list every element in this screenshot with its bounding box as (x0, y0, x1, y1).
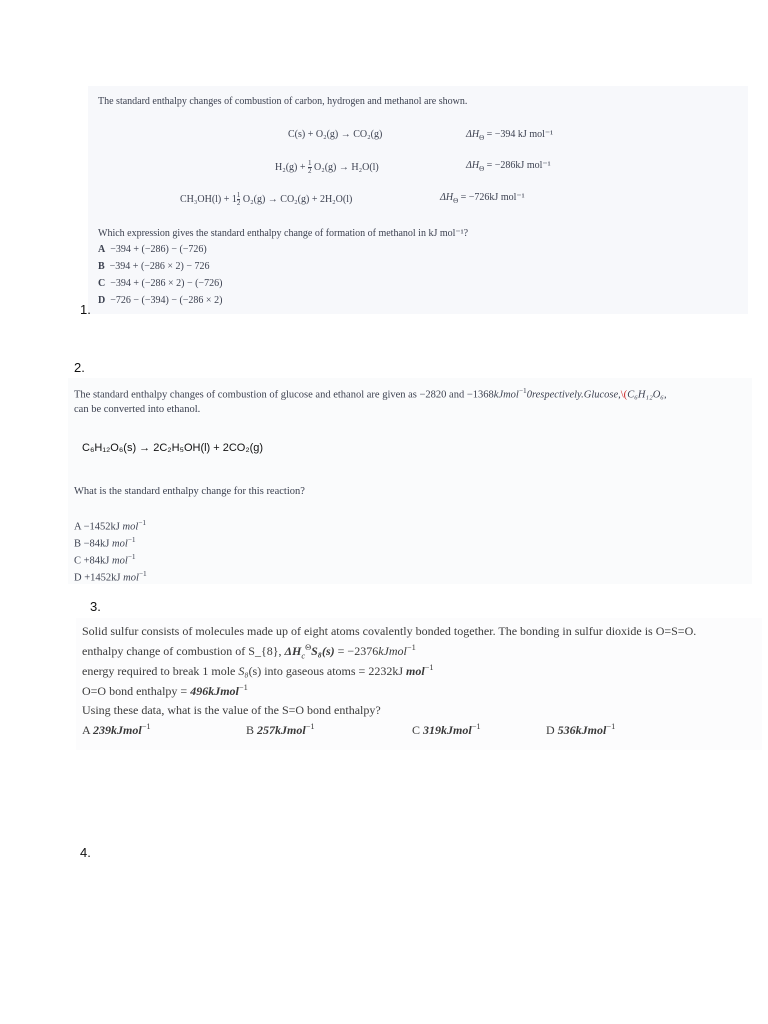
q1-option-d: D −726 − (−394) − (−286 × 2) (98, 295, 223, 306)
q2-option-b: B −84kJ mol$^{-1}$ (74, 535, 136, 550)
question-4-number: 4. (80, 845, 91, 860)
q2-option-c: C +84kJ mol$^{-1}$ (74, 552, 136, 567)
q2-option-a: A −1452kJ mol$^{-1}$ (74, 518, 147, 533)
q1-option-c: C −394 + (−286 × 2) − (−726) (98, 278, 223, 289)
q1-eq3-text-a: CH₃OH(l) + 1 (180, 193, 237, 205)
q1-equation-methanol (180, 192, 352, 207)
question-2-block (68, 378, 752, 584)
q1-equation-hydrogen (275, 160, 379, 175)
q2-equation: C₆H₁₂O₆(s) → 2C₂H₅OH(l) + 2CO₂(g) (82, 442, 264, 454)
q2-glucose-formula: C₆H₁₂O₆, (627, 389, 667, 401)
q1-eq2-text-b: O₂(g) → H₂O(l) (311, 161, 379, 173)
q1-eq1-text: C(s) + O₂(g) → CO₂(g) (288, 129, 383, 140)
q2-unit: kJmol (493, 389, 519, 401)
q2-line-1 (74, 386, 667, 401)
q3-option-a: A 239kJmol$^{-1}$ (82, 722, 151, 737)
half-fraction: $\frac{1}{2}$ (308, 159, 312, 175)
q2-latex-error: \( (620, 389, 628, 401)
half-fraction: $\frac{1}{2}$ (236, 191, 241, 207)
question-3-number: 3. (90, 599, 101, 614)
q1-option-b: B −394 + (−286 × 2) − 726 (98, 261, 210, 272)
q2-line-2: can be converted into ethanol. (74, 404, 201, 415)
q2-line1-text: The standard enthalpy changes of combustion of glucose and ethanol are given as −2820 and −1368 (74, 389, 494, 401)
q3-line-5: Using these data, what is the value of the S=O bond enthalpy? (82, 703, 381, 717)
q1-eq2-text-a: H₂(g) + (275, 161, 309, 173)
q1-equation-carbon (288, 129, 382, 140)
q1-question: Which expression gives the standard enthalpy change of formation of methanol in kJ mol⁻¹? (98, 228, 469, 239)
q3-line-3: energy required to break 1 mole S₈(s) into gaseous atoms = 2232kJ mol$^{-1}$ (82, 663, 434, 678)
q3-option-c: C 319kJmol$^{-1}$ (412, 722, 481, 737)
q1-dh-methanol: $\Delta H_\Theta = -726kJ$ mol⁻¹ (440, 192, 525, 205)
q1-eq1-value: = −394 kJ mol⁻¹ (484, 129, 554, 140)
question-2-number: 2. (74, 360, 85, 375)
q2-option-d: D +1452kJ mol$^{-1}$ (74, 569, 147, 584)
question-3-block (76, 618, 762, 750)
q1-eq3-value: = −726kJ mol⁻¹ (458, 192, 525, 203)
question-1-image (88, 86, 748, 314)
question-1-number: 1. (80, 302, 91, 317)
q2-exponent: −1 (518, 386, 527, 395)
q1-option-a: A −394 + (−286) − (−726) (98, 244, 207, 255)
q3-option-b: B 257kJmol$^{-1}$ (246, 722, 315, 737)
q2-question: What is the standard enthalpy change for this reaction? (74, 486, 305, 497)
q1-eq3-text-b: O₂(g) → CO₂(g) + 2H₂O(l) (240, 193, 353, 205)
q3-line-4: O=O bond enthalpy = 496kJmol$^{-1}$ (82, 683, 248, 698)
q3-line-1: Solid sulfur consists of molecules made up of eight atoms covalently bonded together. The bonding in sulfur dioxide is O=S=O. (82, 624, 697, 638)
q1-intro: The standard enthalpy changes of combustion of carbon, hydrogen and methanol are shown. (98, 96, 468, 107)
q1-dh-hydrogen: $\Delta H_\Theta = -286kJ$ mol⁻¹ (466, 160, 551, 173)
q3-option-d: D 536kJmol$^{-1}$ (546, 722, 616, 737)
delta-h-symbol: ΔH (440, 192, 454, 203)
q2-respectively: 0respectively.Glucose, (526, 389, 621, 401)
delta-h-symbol: ΔH (466, 160, 480, 171)
q1-dh-carbon: $\Delta H_\Theta = -394$ kJ mol⁻¹ (466, 129, 554, 142)
q1-eq2-value: = −286kJ mol⁻¹ (484, 160, 551, 171)
q3-line-2: enthalpy change of combustion of S_{8}, $\Delta H_c^\Theta S_8(s)$ = −2376kJmol$^{-1}$ (82, 643, 416, 661)
delta-h-symbol: ΔH (466, 129, 480, 140)
